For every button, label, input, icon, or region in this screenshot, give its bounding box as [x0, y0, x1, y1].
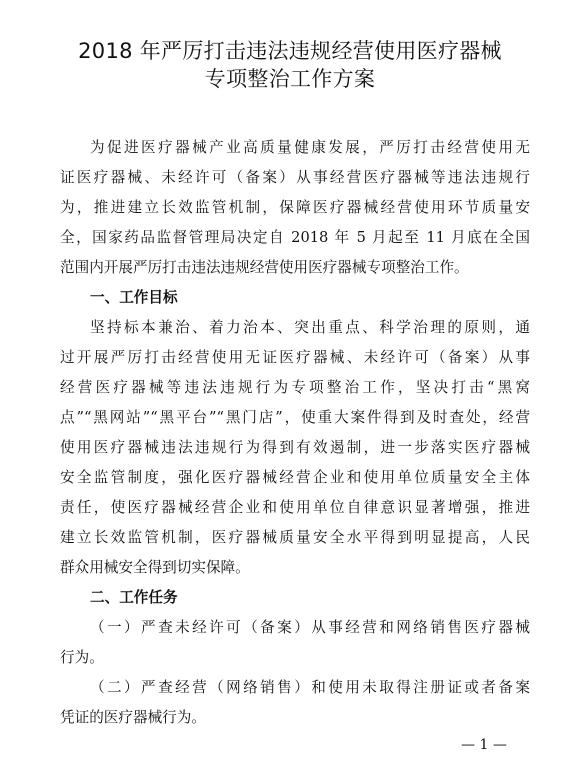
intro-line: 全，国家药品监督管理局决定自 2018 年 5 月起至 11 月底在全国	[60, 229, 530, 246]
task-item-2-line: （二）严查经营（网络销售）和使用未取得注册证或者备案	[90, 679, 530, 696]
section1-line: 点”“黑网站”“黑平台”“黑门店”，使重大案件得到及时查处，经营	[60, 409, 530, 426]
document-title-line-2: 专项整治工作方案	[204, 67, 376, 91]
section1-line: 使用医疗器械违法违规行为得到有效遏制，进一步落实医疗器械	[60, 439, 530, 456]
task-item-2-line: 凭证的医疗器械行为。	[60, 709, 206, 726]
section1-line: 群众用械安全得到切实保障。	[60, 559, 250, 576]
section1-line: 过开展严厉打击经营使用无证医疗器械、未经许可（备案）从事	[60, 349, 530, 366]
task-item-1-line: （一）严查未经许可（备案）从事经营和网络销售医疗器械	[90, 619, 530, 636]
section-heading-goals: 一、工作目标	[90, 289, 178, 306]
section1-line: 坚持标本兼治、着力治本、突出重点、科学治理的原则，通	[90, 319, 530, 336]
document-title-line-1: 2018 年严厉打击违法违规经营使用医疗器械	[78, 39, 502, 63]
intro-line: 为促进医疗器械产业高质量健康发展，严厉打击经营使用无	[90, 139, 530, 156]
section1-line: 责任，使医疗器械经营企业和使用单位自律意识显著增强，推进	[60, 499, 530, 516]
section-heading-tasks: 二、工作任务	[90, 589, 178, 606]
section1-line: 安全监管制度，强化医疗器械经营企业和使用单位质量安全主体	[60, 469, 530, 486]
intro-line: 范围内开展严厉打击违法违规经营使用医疗器械专项整治工作。	[60, 259, 469, 276]
intro-line: 为，推进建立长效监管机制，保障医疗器械经营使用环节质量安	[60, 199, 530, 216]
section1-line: 经营医疗器械等违法违规行为专项整治工作，坚决打击“黑窝	[60, 379, 530, 396]
intro-line: 证医疗器械、未经许可（备案）从事经营医疗器械等违法违规行	[60, 169, 530, 186]
page-number: — 1 —	[461, 737, 507, 753]
task-item-1-line: 行为。	[60, 649, 104, 666]
section1-line: 建立长效监管机制，医疗器械质量安全水平得到明显提高，人民	[60, 529, 530, 546]
